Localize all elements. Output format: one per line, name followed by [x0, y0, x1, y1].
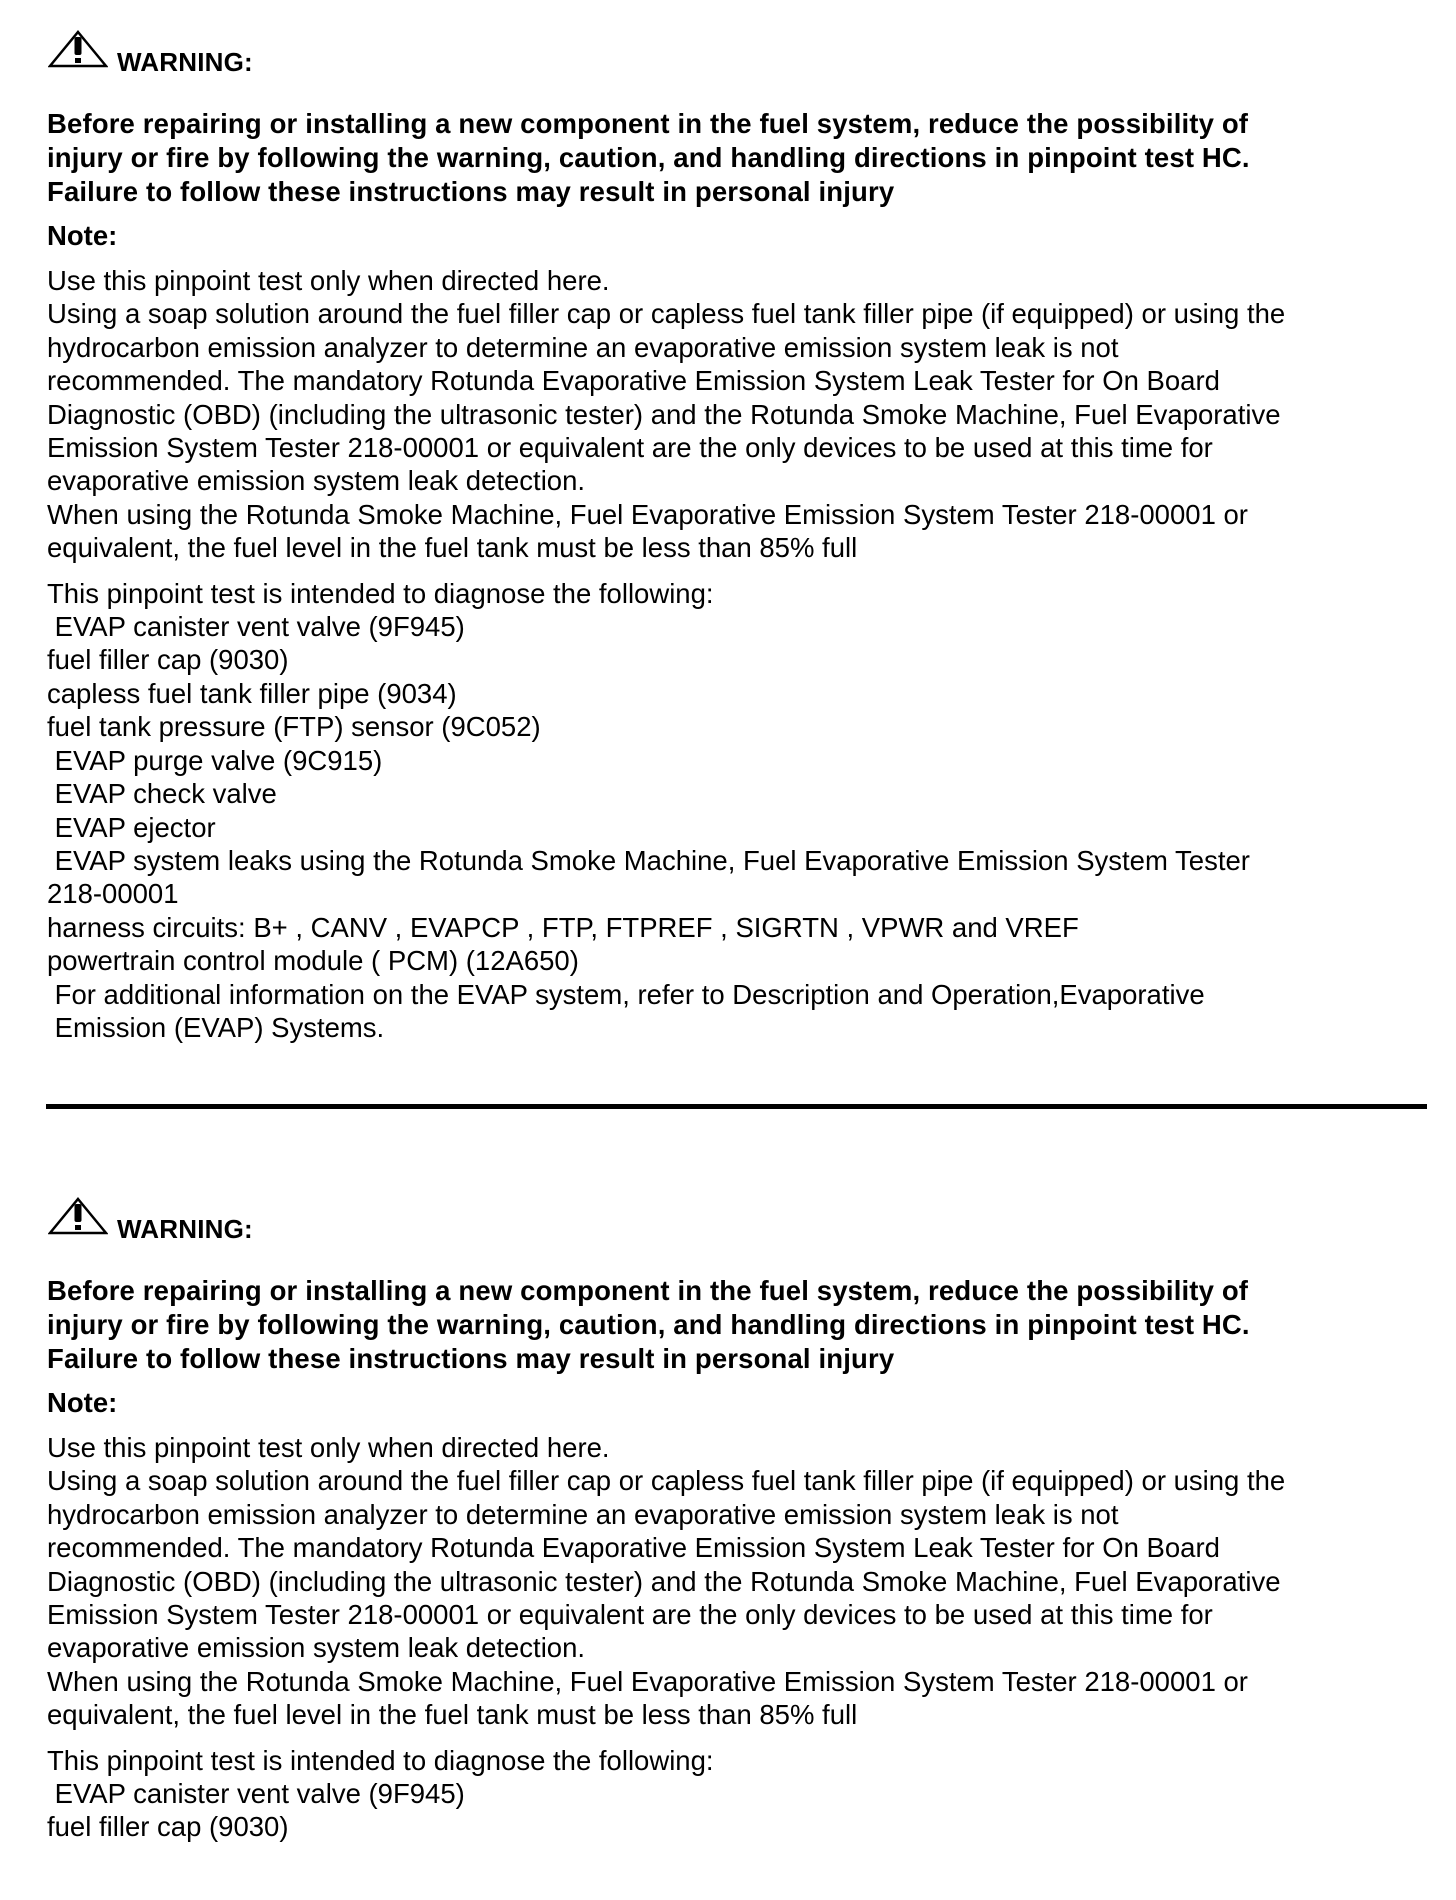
warning-text — [47, 1274, 1437, 1376]
pinpoint-test-section-2 — [47, 1197, 1437, 1844]
diagnose-intro: This pinpoint test is intended to diagnose the following: — [47, 577, 714, 609]
note-label: Note: — [47, 220, 118, 251]
note-label: Note: — [47, 1387, 118, 1418]
warning-triangle-icon — [48, 1197, 108, 1235]
diagnose-item: fuel tank pressure (FTP) sensor (9C052) — [47, 711, 541, 743]
diagnose-item: fuel filler cap (9030) — [47, 1811, 289, 1843]
note-line: evaporative emission system leak detection. — [47, 465, 586, 497]
diagnose-item: EVAP ejector — [47, 811, 216, 843]
warning-line: injury or fire by following the warning, caution, and handling directions in pinpoint test HC. — [47, 1309, 1250, 1340]
warning-label: WARNING: — [117, 1214, 253, 1244]
diagnose-item: powertrain control module ( PCM) (12A650) — [47, 945, 579, 977]
diagnose-item: EVAP system leaks using the Rotunda Smoke Machine, Fuel Evaporative Emission System Tester — [47, 844, 1250, 876]
warning-triangle-icon — [48, 30, 108, 68]
warning-line: Before repairing or installing a new component in the fuel system, reduce the possibility of — [47, 1275, 1249, 1306]
diagnose-list — [47, 577, 1437, 1045]
warning-line: Failure to follow these instructions may result in personal injury — [47, 176, 895, 207]
note-line: hydrocarbon emission analyzer to determine an evaporative emission system leak is not — [47, 1498, 1119, 1530]
note-line: Emission System Tester 218-00001 or equivalent are the only devices to be used at this time for — [47, 1599, 1213, 1631]
diagnose-item: capless fuel tank filler pipe (9034) — [47, 677, 457, 709]
note-text — [47, 264, 1437, 565]
diagnose-item: 218-00001 — [47, 878, 179, 910]
note-line: equivalent, the fuel level in the fuel tank must be less than 85% full — [47, 1699, 858, 1731]
warning-header — [47, 30, 1437, 77]
note-line: evaporative emission system leak detection. — [47, 1632, 586, 1664]
diagnose-item: EVAP check valve — [47, 778, 277, 810]
diagnose-item: EVAP purge valve (9C915) — [47, 744, 383, 776]
diagnose-item: fuel filler cap (9030) — [47, 644, 289, 676]
section-divider — [46, 1104, 1427, 1109]
note-line: Using a soap solution around the fuel filler cap or capless fuel tank filler pipe (if equipped) or using the — [47, 1465, 1286, 1497]
note-line: hydrocarbon emission analyzer to determine an evaporative emission system leak is not — [47, 331, 1119, 363]
diagnose-intro: This pinpoint test is intended to diagnose the following: — [47, 1744, 714, 1776]
note-line: Diagnostic (OBD) (including the ultrasonic tester) and the Rotunda Smoke Machine, Fuel Evaporative — [47, 398, 1281, 430]
note-line: recommended. The mandatory Rotunda Evaporative Emission System Leak Tester for On Board — [47, 365, 1220, 397]
reference-link-text: For additional information on the EVAP system, refer to Description and Operation,Evaporative — [47, 978, 1205, 1010]
note-line: Diagnostic (OBD) (including the ultrasonic tester) and the Rotunda Smoke Machine, Fuel Evaporative — [47, 1565, 1281, 1597]
note-line: Using a soap solution around the fuel filler cap or capless fuel tank filler pipe (if equipped) or using the — [47, 298, 1286, 330]
diagnose-item: harness circuits: B+ , CANV , EVAPCP , FTP, FTPREF , SIGRTN , VPWR and VREF — [47, 911, 1079, 943]
diagnose-item: EVAP canister vent valve (9F945) — [47, 611, 465, 643]
reference-link-text: Emission (EVAP) Systems. — [47, 1011, 385, 1043]
warning-text — [47, 107, 1437, 209]
note-line: When using the Rotunda Smoke Machine, Fuel Evaporative Emission System Tester 218-00001 or — [47, 1665, 1248, 1697]
warning-line: Before repairing or installing a new component in the fuel system, reduce the possibility of — [47, 108, 1249, 139]
note-line: recommended. The mandatory Rotunda Evaporative Emission System Leak Tester for On Board — [47, 1532, 1220, 1564]
warning-header — [47, 1197, 1437, 1244]
note-line: Use this pinpoint test only when directed here. — [47, 265, 610, 296]
note-line: Use this pinpoint test only when directed here. — [47, 1432, 610, 1463]
note-line: equivalent, the fuel level in the fuel tank must be less than 85% full — [47, 532, 858, 564]
note-text — [47, 1431, 1437, 1732]
warning-line: injury or fire by following the warning, caution, and handling directions in pinpoint test HC. — [47, 142, 1250, 173]
warning-label: WARNING: — [117, 47, 253, 77]
note-line: Emission System Tester 218-00001 or equivalent are the only devices to be used at this time for — [47, 432, 1213, 464]
diagnose-item: EVAP canister vent valve (9F945) — [47, 1778, 465, 1810]
diagnose-list — [47, 1744, 1437, 1844]
warning-line: Failure to follow these instructions may result in personal injury — [47, 1343, 895, 1374]
pinpoint-test-section-1 — [47, 30, 1437, 1044]
note-line: When using the Rotunda Smoke Machine, Fuel Evaporative Emission System Tester 218-00001 or — [47, 498, 1248, 530]
